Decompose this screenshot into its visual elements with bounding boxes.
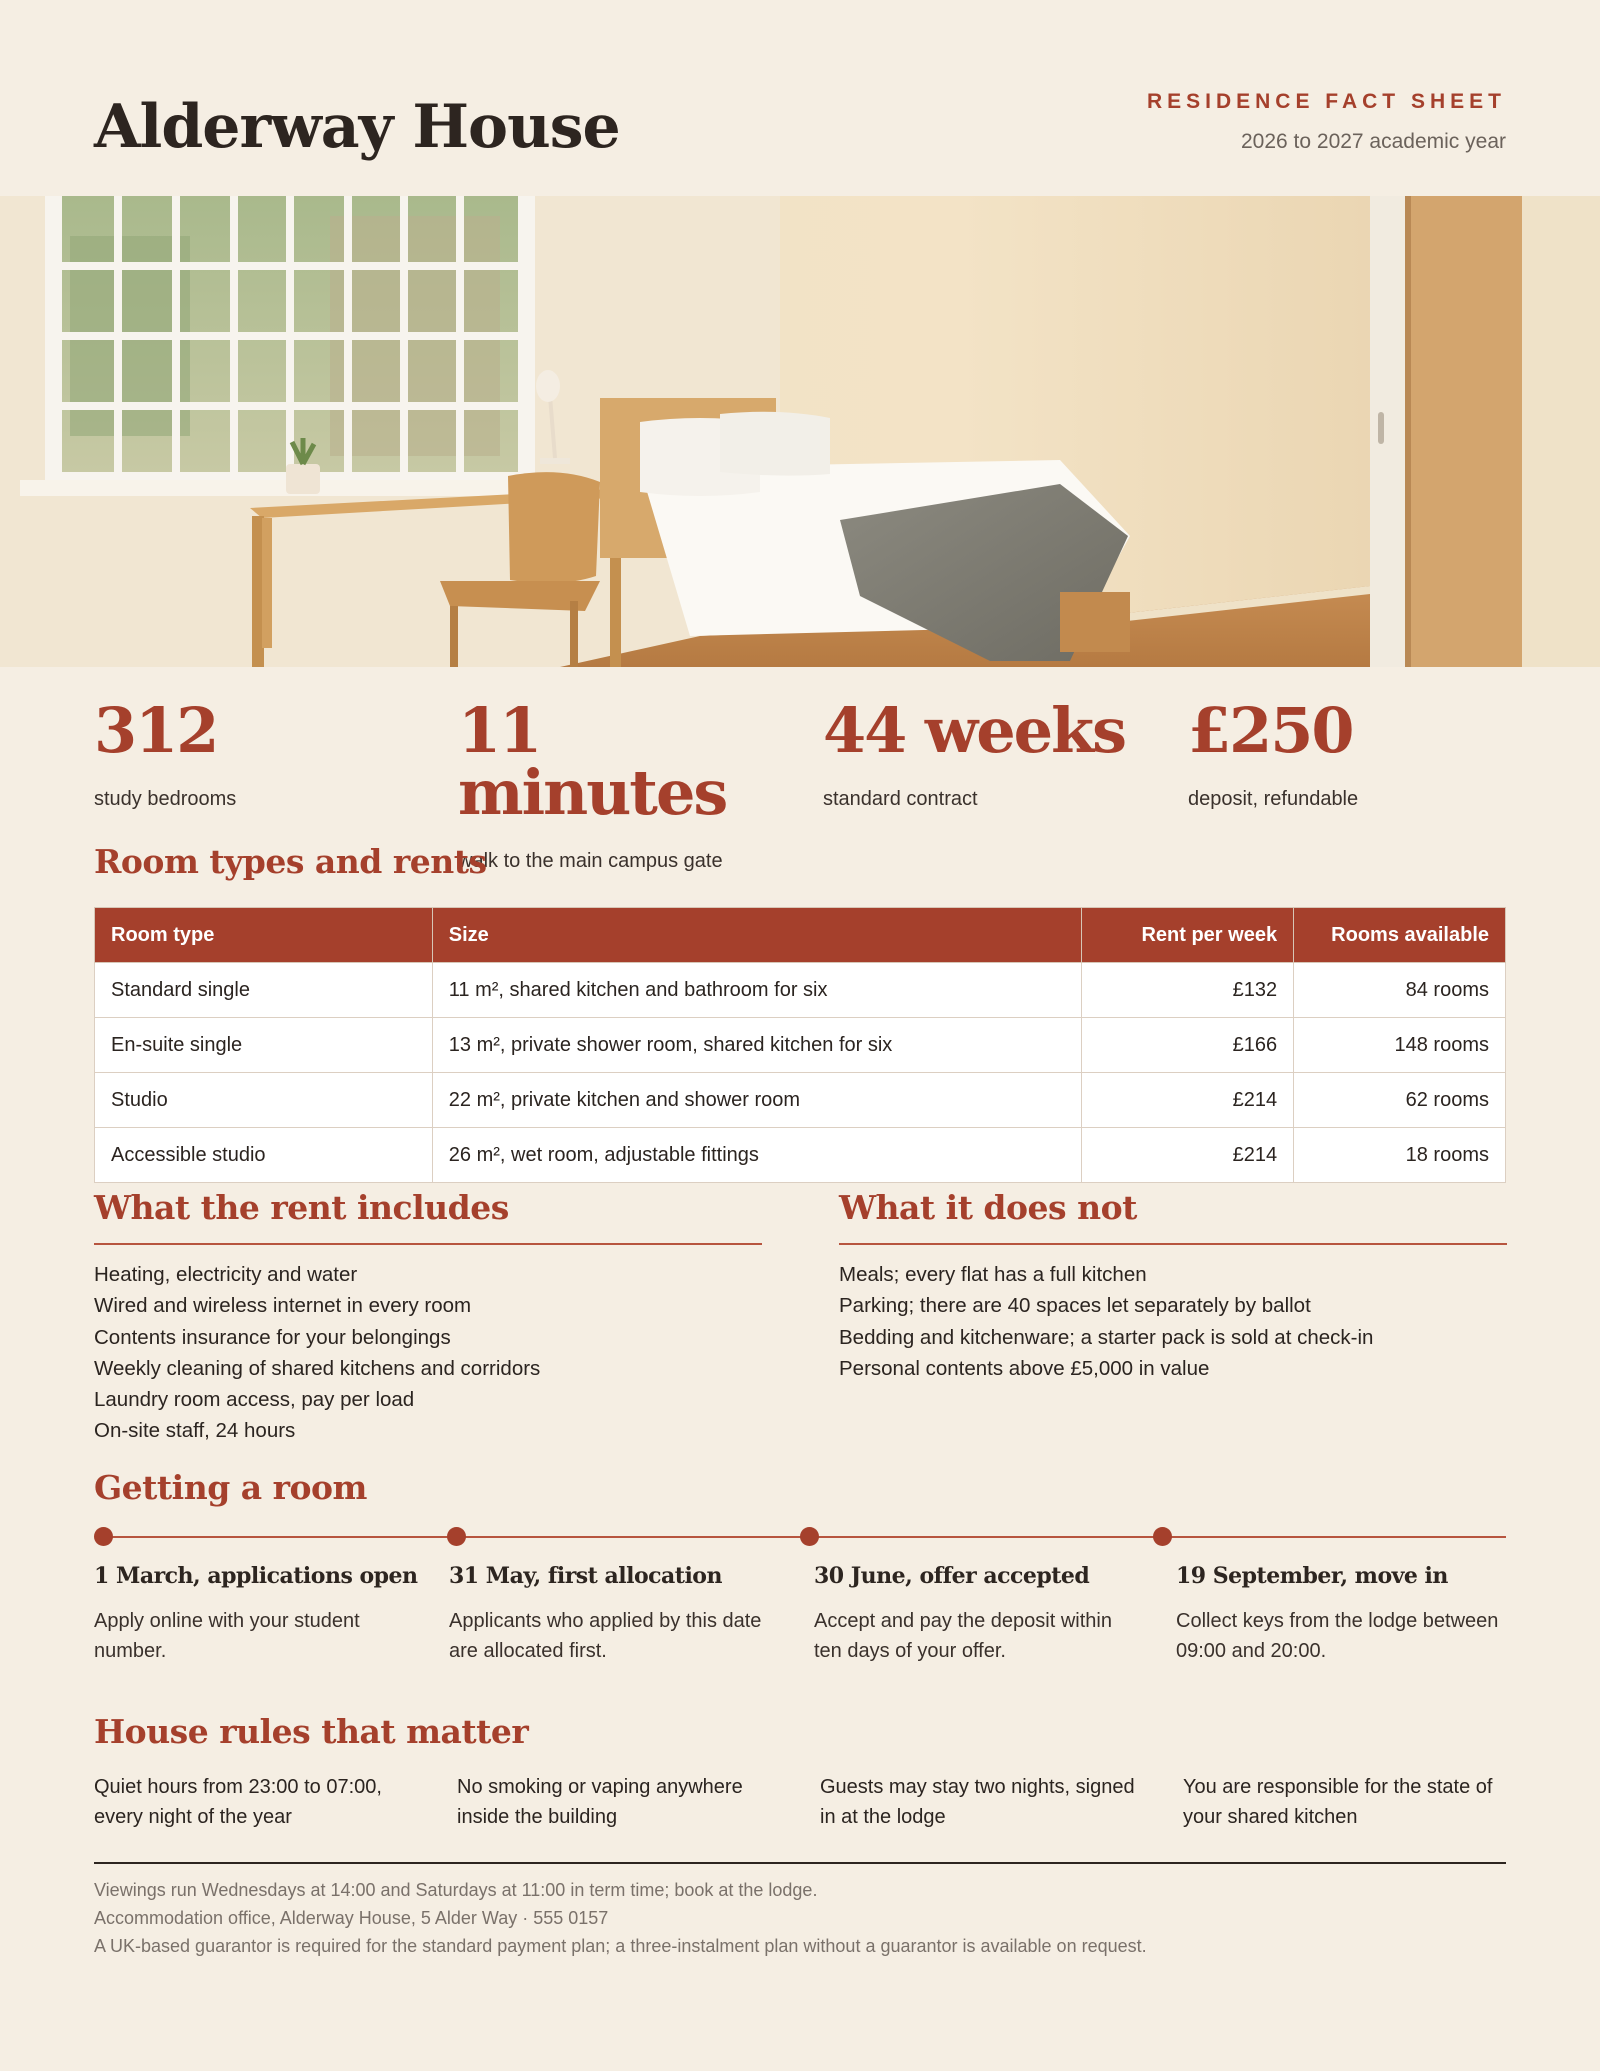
footer-divider	[94, 1862, 1506, 1864]
footer-line-contact: Accommodation office, Alderway House, 5 Alder Way · 555 0157	[94, 1908, 609, 1928]
cell-rooms: 62 rooms	[1294, 1073, 1506, 1128]
list-item: Personal contents above £5,000 in value	[839, 1356, 1210, 1380]
stat-label: study bedrooms	[94, 788, 237, 810]
column-header-room-type: Room type	[95, 908, 433, 963]
timeline-dot-icon	[800, 1527, 819, 1546]
academic-year: 2026 to 2027 academic year	[1240, 130, 1506, 153]
section-heading-rules: House rules that matter	[94, 1712, 529, 1751]
process-timeline	[94, 1528, 1506, 1678]
timeline-dot-icon	[447, 1527, 466, 1546]
section-heading-process: Getting a room	[94, 1468, 367, 1507]
list-item: Heating, electricity and water	[94, 1263, 358, 1286]
table-row	[95, 1128, 1506, 1183]
includes-list	[94, 1259, 762, 1447]
step-title: 19 September, move in	[1176, 1563, 1448, 1589]
cell-size: 11 m², shared kitchen and bathroom for six	[432, 963, 1081, 1018]
cell-size: 13 m², private shower room, shared kitchen for six	[432, 1018, 1081, 1073]
table-row	[95, 1073, 1506, 1128]
footer	[94, 1876, 1506, 1960]
document-type-label: RESIDENCE FACT SHEET	[1146, 90, 1506, 113]
step-title: 31 May, first allocation	[449, 1563, 722, 1589]
stat-label: deposit, refundable	[1188, 788, 1359, 810]
rule-item: You are responsible for the state of your shared kitchen	[1183, 1776, 1493, 1828]
cell-rent: £214	[1082, 1128, 1294, 1183]
cell-rooms: 18 rooms	[1294, 1128, 1506, 1183]
cell-size: 22 m², private kitchen and shower room	[432, 1073, 1081, 1128]
section-heading-excludes: What it does not	[839, 1188, 1137, 1227]
step-title: 1 March, applications open	[94, 1563, 418, 1589]
cell-room-type: En-suite single	[95, 1018, 433, 1073]
cell-rent: £214	[1082, 1073, 1294, 1128]
divider	[94, 1243, 762, 1245]
stat-value: £250	[1188, 694, 1353, 767]
rent-table	[94, 907, 1506, 1183]
cell-rooms: 84 rooms	[1294, 963, 1506, 1018]
step-text: Apply online with your student number.	[94, 1610, 360, 1662]
page-title: Alderway House	[94, 92, 620, 162]
section-heading-rents: Room types and rents	[94, 842, 487, 881]
stat-value: 312	[94, 694, 218, 767]
excludes-section	[839, 1188, 1507, 1384]
column-header-rooms: Rooms available	[1294, 908, 1506, 963]
excludes-list	[839, 1259, 1507, 1384]
column-header-rent: Rent per week	[1082, 908, 1294, 963]
cell-rent: £166	[1082, 1018, 1294, 1073]
cell-room-type: Studio	[95, 1073, 433, 1128]
hero-photo	[0, 196, 1600, 667]
study-bedroom-photo-icon	[0, 196, 1600, 667]
cell-rent: £132	[1082, 963, 1294, 1018]
stat-deposit	[1188, 694, 1528, 811]
step-text: Accept and pay the deposit within ten days of your offer.	[814, 1610, 1112, 1662]
section-heading-includes: What the rent includes	[94, 1188, 509, 1227]
list-item: On-site staff, 24 hours	[94, 1419, 296, 1443]
rule-item: Guests may stay two nights, signed in at the lodge	[820, 1776, 1135, 1828]
timeline-dot-icon	[94, 1527, 113, 1546]
rule-item: No smoking or vaping anywhere inside the building	[457, 1776, 743, 1828]
stat-label: standard contract	[823, 788, 978, 810]
cell-rooms: 148 rooms	[1294, 1018, 1506, 1073]
list-item: Laundry room access, pay per load	[94, 1388, 415, 1412]
list-item: Parking; there are 40 spaces let separately by ballot	[839, 1294, 1311, 1318]
stat-label: walk to the main campus gate	[458, 850, 723, 872]
list-item: Weekly cleaning of shared kitchens and corridors	[94, 1356, 541, 1380]
includes-section	[94, 1188, 762, 1447]
stat-value: 44 weeks	[823, 694, 1125, 767]
timeline-dot-icon	[1153, 1527, 1172, 1546]
step-title: 30 June, offer accepted	[814, 1563, 1090, 1589]
stat-walk-time	[458, 694, 798, 873]
stat-contract	[823, 694, 1163, 811]
stat-value: 11 minutes	[458, 694, 727, 829]
footer-line-viewings: Viewings run Wednesdays at 14:00 and Saturdays at 11:00 in term time; book at the lodge.	[94, 1880, 818, 1900]
list-item: Bedding and kitchenware; a starter pack is sold at check-in	[839, 1325, 1374, 1349]
list-item: Wired and wireless internet in every room	[94, 1294, 472, 1318]
cell-size: 26 m², wet room, adjustable fittings	[432, 1128, 1081, 1183]
table-header-row	[95, 908, 1506, 963]
header	[94, 0, 1506, 196]
table-row	[95, 963, 1506, 1018]
step-text: Applicants who applied by this date are allocated first.	[449, 1610, 762, 1662]
rule-item: Quiet hours from 23:00 to 07:00, every night of the year	[94, 1776, 382, 1828]
divider	[839, 1243, 1507, 1245]
footer-line-guarantor: A UK-based guarantor is required for the standard payment plan; a three-instalment plan without a guarantor is available on request.	[94, 1936, 1147, 1956]
table-row	[95, 1018, 1506, 1073]
list-item: Meals; every flat has a full kitchen	[839, 1263, 1147, 1286]
step-text: Collect keys from the lodge between 09:00 and 20:00.	[1176, 1610, 1499, 1662]
list-item: Contents insurance for your belongings	[94, 1325, 451, 1349]
cell-room-type: Standard single	[95, 963, 433, 1018]
cell-room-type: Accessible studio	[95, 1128, 433, 1183]
stat-bedrooms	[94, 694, 434, 811]
column-header-size: Size	[432, 908, 1081, 963]
